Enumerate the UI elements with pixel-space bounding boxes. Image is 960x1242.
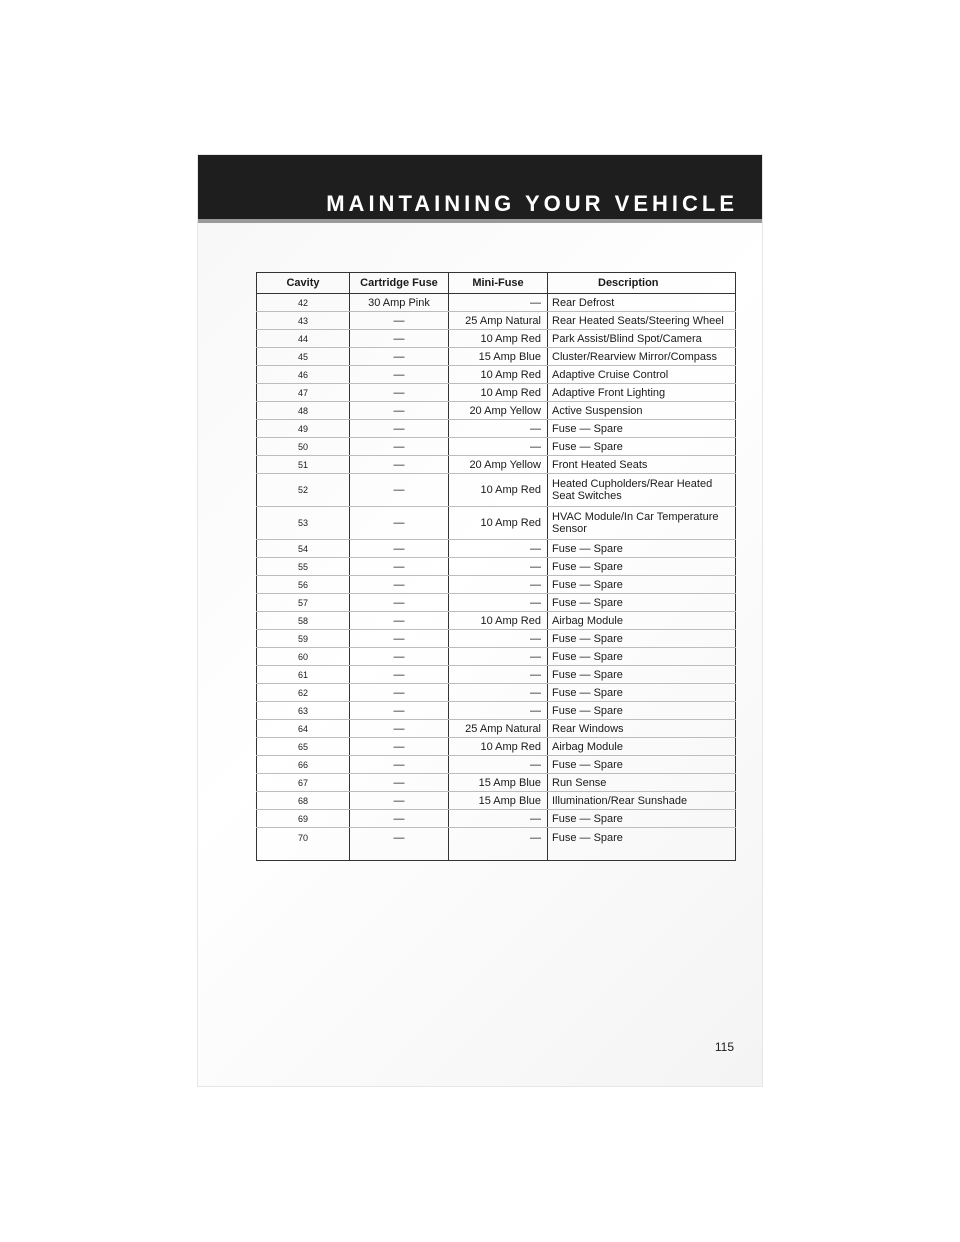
- description-cell: Fuse — Spare: [548, 558, 736, 576]
- description-cell: Active Suspension: [548, 402, 736, 420]
- mini-fuse-cell: 15 Amp Blue: [449, 348, 548, 366]
- description-cell: Heated Cupholders/Rear Heated Seat Switches: [548, 474, 736, 507]
- cavity-cell: 59: [257, 630, 350, 648]
- mini-fuse-cell: 10 Amp Red: [449, 474, 548, 507]
- cartridge-fuse-cell: —: [350, 366, 449, 384]
- cavity-cell: 67: [257, 774, 350, 792]
- mini-fuse-cell: —: [449, 666, 548, 684]
- table-row: [257, 366, 736, 384]
- cavity-cell: 43: [257, 312, 350, 330]
- description-cell: Fuse — Spare: [548, 594, 736, 612]
- cartridge-fuse-cell: —: [350, 507, 449, 540]
- mini-fuse-cell: 15 Amp Blue: [449, 774, 548, 792]
- description-cell: Cluster/Rearview Mirror/Compass: [548, 348, 736, 366]
- cavity-cell: 61: [257, 666, 350, 684]
- description-cell: Fuse — Spare: [548, 702, 736, 720]
- mini-fuse-cell: —: [449, 420, 548, 438]
- fuse-table-header: [257, 273, 736, 294]
- fuse-table-body: [257, 294, 736, 861]
- cartridge-fuse-cell: —: [350, 420, 449, 438]
- cavity-cell: 65: [257, 738, 350, 756]
- table-row: [257, 594, 736, 612]
- cartridge-fuse-cell: —: [350, 594, 449, 612]
- cartridge-fuse-cell: —: [350, 474, 449, 507]
- table-row: [257, 684, 736, 702]
- table-row: [257, 330, 736, 348]
- mini-fuse-cell: —: [449, 828, 548, 861]
- description-cell: Rear Defrost: [548, 294, 736, 312]
- description-cell: Adaptive Front Lighting: [548, 384, 736, 402]
- mini-fuse-cell: —: [449, 702, 548, 720]
- cartridge-fuse-cell: —: [350, 630, 449, 648]
- cavity-cell: 68: [257, 792, 350, 810]
- mini-fuse-cell: —: [449, 540, 548, 558]
- table-row: [257, 402, 736, 420]
- mini-fuse-cell: 10 Amp Red: [449, 507, 548, 540]
- cavity-cell: 64: [257, 720, 350, 738]
- cavity-cell: 42: [257, 294, 350, 312]
- cavity-cell: 53: [257, 507, 350, 540]
- table-row: [257, 558, 736, 576]
- cavity-cell: 47: [257, 384, 350, 402]
- cartridge-fuse-cell: —: [350, 612, 449, 630]
- mini-fuse-cell: 15 Amp Blue: [449, 792, 548, 810]
- description-cell: Fuse — Spare: [548, 666, 736, 684]
- table-row: [257, 738, 736, 756]
- cavity-cell: 60: [257, 648, 350, 666]
- cartridge-fuse-cell: —: [350, 756, 449, 774]
- description-cell: Fuse — Spare: [548, 828, 736, 861]
- cavity-cell: 56: [257, 576, 350, 594]
- section-title: MAINTAINING YOUR VEHICLE: [326, 191, 738, 216]
- table-row: [257, 612, 736, 630]
- table-row: [257, 756, 736, 774]
- cavity-cell: 52: [257, 474, 350, 507]
- cartridge-fuse-cell: —: [350, 666, 449, 684]
- cavity-cell: 44: [257, 330, 350, 348]
- mini-fuse-cell: 25 Amp Natural: [449, 720, 548, 738]
- mini-fuse-cell: —: [449, 576, 548, 594]
- table-row: [257, 648, 736, 666]
- mini-fuse-cell: —: [449, 594, 548, 612]
- cavity-cell: 57: [257, 594, 350, 612]
- cavity-cell: 62: [257, 684, 350, 702]
- mini-fuse-cell: —: [449, 294, 548, 312]
- table-row: [257, 438, 736, 456]
- description-cell: Fuse — Spare: [548, 684, 736, 702]
- mini-fuse-cell: 10 Amp Red: [449, 366, 548, 384]
- cartridge-fuse-cell: —: [350, 384, 449, 402]
- cavity-cell: 54: [257, 540, 350, 558]
- description-cell: Fuse — Spare: [548, 576, 736, 594]
- cartridge-fuse-cell: —: [350, 540, 449, 558]
- description-cell: Fuse — Spare: [548, 648, 736, 666]
- table-row: [257, 474, 736, 507]
- column-header-cavity: Cavity: [257, 273, 350, 294]
- table-row: [257, 702, 736, 720]
- cartridge-fuse-cell: —: [350, 702, 449, 720]
- cavity-cell: 69: [257, 810, 350, 828]
- cavity-cell: 70: [257, 828, 350, 861]
- cartridge-fuse-cell: —: [350, 402, 449, 420]
- mini-fuse-cell: —: [449, 438, 548, 456]
- description-cell: Park Assist/Blind Spot/Camera: [548, 330, 736, 348]
- table-row: [257, 312, 736, 330]
- mini-fuse-cell: —: [449, 630, 548, 648]
- mini-fuse-cell: 10 Amp Red: [449, 330, 548, 348]
- mini-fuse-cell: 10 Amp Red: [449, 384, 548, 402]
- table-row: [257, 810, 736, 828]
- description-cell: HVAC Module/In Car Temperature Sensor: [548, 507, 736, 540]
- mini-fuse-cell: 10 Amp Red: [449, 738, 548, 756]
- table-row: [257, 774, 736, 792]
- page-number: 115: [714, 1040, 734, 1054]
- cartridge-fuse-cell: —: [350, 774, 449, 792]
- table-row: [257, 720, 736, 738]
- cartridge-fuse-cell: —: [350, 348, 449, 366]
- mini-fuse-cell: 25 Amp Natural: [449, 312, 548, 330]
- cavity-cell: 48: [257, 402, 350, 420]
- cartridge-fuse-cell: —: [350, 438, 449, 456]
- cartridge-fuse-cell: —: [350, 576, 449, 594]
- description-cell: Fuse — Spare: [548, 630, 736, 648]
- table-row: [257, 540, 736, 558]
- manual-page: [198, 155, 762, 1086]
- description-cell: Adaptive Cruise Control: [548, 366, 736, 384]
- table-row: [257, 294, 736, 312]
- table-row: [257, 456, 736, 474]
- mini-fuse-cell: —: [449, 810, 548, 828]
- column-header-description: Description: [548, 273, 736, 294]
- cavity-cell: 63: [257, 702, 350, 720]
- table-row: [257, 630, 736, 648]
- description-cell: Run Sense: [548, 774, 736, 792]
- cavity-cell: 58: [257, 612, 350, 630]
- table-row: [257, 384, 736, 402]
- cavity-cell: 49: [257, 420, 350, 438]
- description-cell: Fuse — Spare: [548, 540, 736, 558]
- table-row: [257, 348, 736, 366]
- cavity-cell: 51: [257, 456, 350, 474]
- mini-fuse-cell: 10 Amp Red: [449, 612, 548, 630]
- table-row: [257, 828, 736, 861]
- cartridge-fuse-cell: —: [350, 792, 449, 810]
- table-row: [257, 507, 736, 540]
- description-cell: Front Heated Seats: [548, 456, 736, 474]
- table-row: [257, 666, 736, 684]
- description-cell: Illumination/Rear Sunshade: [548, 792, 736, 810]
- description-cell: Rear Heated Seats/Steering Wheel: [548, 312, 736, 330]
- cavity-cell: 55: [257, 558, 350, 576]
- cartridge-fuse-cell: —: [350, 558, 449, 576]
- cartridge-fuse-cell: —: [350, 456, 449, 474]
- cartridge-fuse-cell: 30 Amp Pink: [350, 294, 449, 312]
- cavity-cell: 45: [257, 348, 350, 366]
- mini-fuse-cell: —: [449, 648, 548, 666]
- column-header-cartridge-fuse: Cartridge Fuse: [350, 273, 449, 294]
- cartridge-fuse-cell: —: [350, 330, 449, 348]
- cavity-cell: 50: [257, 438, 350, 456]
- description-cell: Fuse — Spare: [548, 756, 736, 774]
- description-cell: Airbag Module: [548, 612, 736, 630]
- description-cell: Fuse — Spare: [548, 420, 736, 438]
- table-row: [257, 792, 736, 810]
- cartridge-fuse-cell: —: [350, 312, 449, 330]
- cartridge-fuse-cell: —: [350, 720, 449, 738]
- description-cell: Fuse — Spare: [548, 810, 736, 828]
- mini-fuse-cell: —: [449, 684, 548, 702]
- fuse-table: [256, 272, 736, 861]
- cartridge-fuse-cell: —: [350, 738, 449, 756]
- mini-fuse-cell: 20 Amp Yellow: [449, 402, 548, 420]
- cavity-cell: 46: [257, 366, 350, 384]
- mini-fuse-cell: —: [449, 756, 548, 774]
- description-cell: Rear Windows: [548, 720, 736, 738]
- section-header: [198, 155, 762, 223]
- cartridge-fuse-cell: —: [350, 810, 449, 828]
- description-cell: Fuse — Spare: [548, 438, 736, 456]
- mini-fuse-cell: 20 Amp Yellow: [449, 456, 548, 474]
- table-row: [257, 420, 736, 438]
- mini-fuse-cell: —: [449, 558, 548, 576]
- cartridge-fuse-cell: —: [350, 648, 449, 666]
- cartridge-fuse-cell: —: [350, 828, 449, 861]
- cartridge-fuse-cell: —: [350, 684, 449, 702]
- description-cell: Airbag Module: [548, 738, 736, 756]
- column-header-mini-fuse: Mini-Fuse: [449, 273, 548, 294]
- table-row: [257, 576, 736, 594]
- cavity-cell: 66: [257, 756, 350, 774]
